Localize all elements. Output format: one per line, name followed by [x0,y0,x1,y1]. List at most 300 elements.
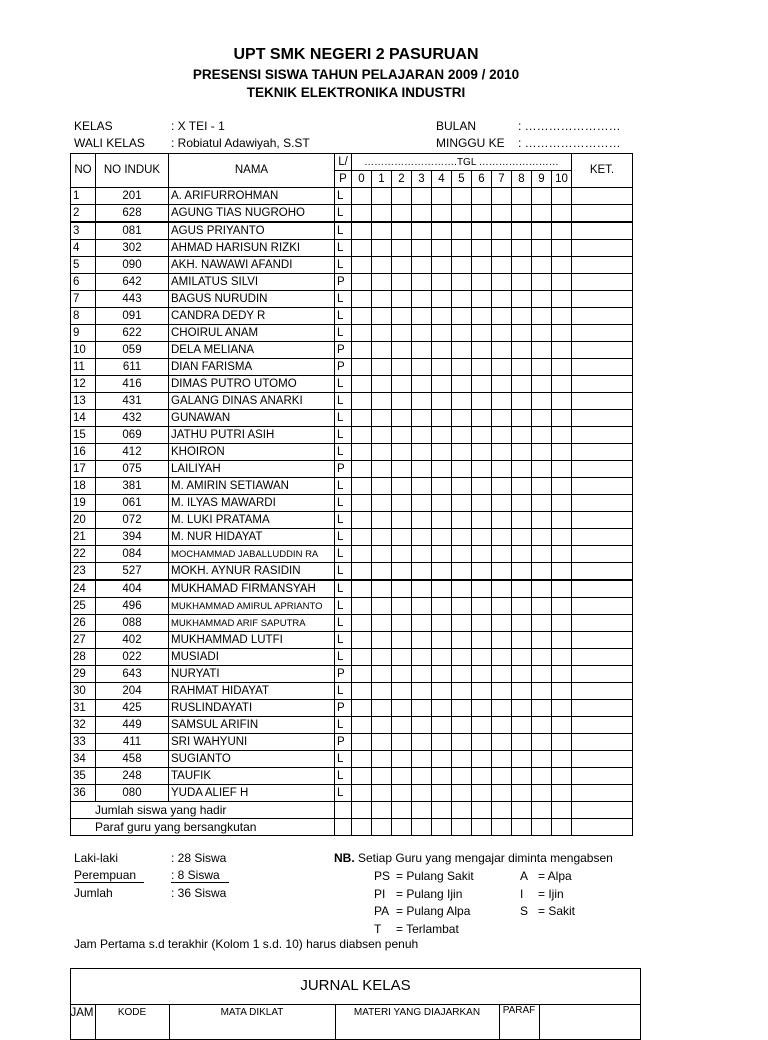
attendance-cell[interactable] [472,359,492,376]
footer-cell[interactable] [432,802,452,819]
attendance-cell[interactable] [452,580,472,598]
attendance-cell[interactable] [452,274,472,291]
attendance-cell[interactable] [512,785,532,802]
attendance-cell[interactable] [452,393,472,410]
attendance-cell[interactable] [512,478,532,495]
attendance-cell[interactable] [512,649,532,666]
attendance-cell[interactable] [432,359,452,376]
footer-cell[interactable] [372,802,392,819]
attendance-cell[interactable] [392,785,412,802]
attendance-cell[interactable] [532,598,552,615]
attendance-cell[interactable] [352,683,372,700]
attendance-cell[interactable] [512,291,532,308]
attendance-cell[interactable] [392,444,412,461]
attendance-cell[interactable] [532,563,552,581]
attendance-cell[interactable] [432,546,452,563]
attendance-cell[interactable] [472,376,492,393]
attendance-cell[interactable] [532,478,552,495]
attendance-cell[interactable] [512,666,532,683]
attendance-cell[interactable] [372,222,392,240]
attendance-cell[interactable] [532,257,552,274]
attendance-cell[interactable] [412,563,432,581]
attendance-cell[interactable] [352,461,372,478]
attendance-cell[interactable] [532,393,552,410]
attendance-cell[interactable] [552,188,572,205]
attendance-cell[interactable] [432,444,452,461]
attendance-cell[interactable] [392,666,412,683]
attendance-cell[interactable] [432,751,452,768]
attendance-cell[interactable] [392,308,412,325]
footer-cell[interactable] [352,802,372,819]
attendance-cell[interactable] [472,325,492,342]
attendance-cell[interactable] [352,529,372,546]
attendance-cell[interactable] [552,444,572,461]
attendance-cell[interactable] [412,785,432,802]
attendance-cell[interactable] [492,649,512,666]
attendance-cell[interactable] [392,291,412,308]
attendance-cell[interactable] [492,325,512,342]
attendance-cell[interactable] [492,205,512,223]
attendance-cell[interactable] [432,342,452,359]
footer-cell[interactable] [532,802,552,819]
attendance-cell[interactable] [492,512,512,529]
attendance-cell[interactable] [532,512,552,529]
attendance-cell[interactable] [552,751,572,768]
attendance-cell[interactable] [432,563,452,581]
attendance-cell[interactable] [512,615,532,632]
attendance-cell[interactable] [372,598,392,615]
footer-cell[interactable] [572,819,633,836]
attendance-cell[interactable] [472,257,492,274]
attendance-cell[interactable] [392,512,412,529]
attendance-cell[interactable] [552,342,572,359]
attendance-cell[interactable] [532,291,552,308]
footer-cell[interactable] [572,802,633,819]
attendance-cell[interactable] [412,649,432,666]
footer-cell[interactable] [432,819,452,836]
attendance-cell[interactable] [372,717,392,734]
attendance-cell[interactable] [412,717,432,734]
attendance-cell[interactable] [532,188,552,205]
attendance-cell[interactable] [372,632,392,649]
attendance-cell[interactable] [552,359,572,376]
attendance-cell[interactable] [412,291,432,308]
attendance-cell[interactable] [372,308,392,325]
attendance-cell[interactable] [352,649,372,666]
attendance-cell[interactable] [452,325,472,342]
attendance-cell[interactable] [372,615,392,632]
attendance-cell[interactable] [512,222,532,240]
attendance-cell[interactable] [372,512,392,529]
attendance-cell[interactable] [512,188,532,205]
attendance-cell[interactable] [472,444,492,461]
attendance-cell[interactable] [412,529,432,546]
attendance-cell[interactable] [492,751,512,768]
attendance-cell[interactable] [372,188,392,205]
attendance-cell[interactable] [432,257,452,274]
attendance-cell[interactable] [412,410,432,427]
attendance-cell[interactable] [352,342,372,359]
attendance-cell[interactable] [352,359,372,376]
attendance-cell[interactable] [392,478,412,495]
attendance-cell[interactable] [472,342,492,359]
attendance-cell[interactable] [432,478,452,495]
attendance-cell[interactable] [432,768,452,785]
attendance-cell[interactable] [392,700,412,717]
attendance-cell[interactable] [352,717,372,734]
attendance-cell[interactable] [412,495,432,512]
attendance-cell[interactable] [552,563,572,581]
attendance-cell[interactable] [472,785,492,802]
footer-cell[interactable] [452,802,472,819]
attendance-cell[interactable] [512,598,532,615]
attendance-cell[interactable] [532,461,552,478]
attendance-cell[interactable] [392,274,412,291]
attendance-cell[interactable] [372,291,392,308]
attendance-cell[interactable] [492,683,512,700]
attendance-cell[interactable] [412,751,432,768]
attendance-cell[interactable] [392,563,412,581]
attendance-cell[interactable] [352,410,372,427]
attendance-cell[interactable] [452,342,472,359]
attendance-cell[interactable] [492,768,512,785]
attendance-cell[interactable] [412,240,432,257]
attendance-cell[interactable] [532,717,552,734]
attendance-cell[interactable] [492,580,512,598]
attendance-cell[interactable] [472,734,492,751]
attendance-cell[interactable] [392,546,412,563]
attendance-cell[interactable] [372,751,392,768]
attendance-cell[interactable] [552,768,572,785]
attendance-cell[interactable] [552,205,572,223]
attendance-cell[interactable] [372,257,392,274]
footer-cell[interactable] [492,802,512,819]
attendance-cell[interactable] [372,683,392,700]
attendance-cell[interactable] [532,376,552,393]
attendance-cell[interactable] [432,700,452,717]
attendance-cell[interactable] [412,512,432,529]
attendance-cell[interactable] [492,546,512,563]
attendance-cell[interactable] [472,666,492,683]
attendance-cell[interactable] [532,342,552,359]
attendance-cell[interactable] [432,188,452,205]
attendance-cell[interactable] [352,478,372,495]
attendance-cell[interactable] [432,529,452,546]
attendance-cell[interactable] [532,649,552,666]
attendance-cell[interactable] [492,308,512,325]
attendance-cell[interactable] [472,751,492,768]
attendance-cell[interactable] [412,427,432,444]
attendance-cell[interactable] [452,751,472,768]
attendance-cell[interactable] [492,188,512,205]
attendance-cell[interactable] [512,495,532,512]
attendance-cell[interactable] [552,734,572,751]
attendance-cell[interactable] [372,666,392,683]
attendance-cell[interactable] [492,427,512,444]
attendance-cell[interactable] [532,308,552,325]
attendance-cell[interactable] [472,700,492,717]
attendance-cell[interactable] [392,342,412,359]
attendance-cell[interactable] [512,342,532,359]
attendance-cell[interactable] [452,444,472,461]
attendance-cell[interactable] [452,734,472,751]
attendance-cell[interactable] [452,205,472,223]
attendance-cell[interactable] [552,598,572,615]
attendance-cell[interactable] [552,700,572,717]
attendance-cell[interactable] [532,751,552,768]
attendance-cell[interactable] [452,240,472,257]
attendance-cell[interactable] [512,257,532,274]
attendance-cell[interactable] [372,563,392,581]
attendance-cell[interactable] [352,734,372,751]
attendance-cell[interactable] [552,393,572,410]
attendance-cell[interactable] [472,222,492,240]
attendance-cell[interactable] [352,598,372,615]
attendance-cell[interactable] [472,512,492,529]
footer-cell[interactable] [472,802,492,819]
attendance-cell[interactable] [452,615,472,632]
attendance-cell[interactable] [472,410,492,427]
attendance-cell[interactable] [412,205,432,223]
attendance-cell[interactable] [432,308,452,325]
attendance-cell[interactable] [452,410,472,427]
attendance-cell[interactable] [392,461,412,478]
attendance-cell[interactable] [392,376,412,393]
attendance-cell[interactable] [372,393,392,410]
attendance-cell[interactable] [412,222,432,240]
attendance-cell[interactable] [552,274,572,291]
attendance-cell[interactable] [472,495,492,512]
attendance-cell[interactable] [532,410,552,427]
attendance-cell[interactable] [352,188,372,205]
attendance-cell[interactable] [512,768,532,785]
attendance-cell[interactable] [492,222,512,240]
attendance-cell[interactable] [432,615,452,632]
attendance-cell[interactable] [392,649,412,666]
attendance-cell[interactable] [372,700,392,717]
attendance-cell[interactable] [492,785,512,802]
attendance-cell[interactable] [532,274,552,291]
attendance-cell[interactable] [432,734,452,751]
attendance-cell[interactable] [372,240,392,257]
attendance-cell[interactable] [412,580,432,598]
attendance-cell[interactable] [432,580,452,598]
attendance-cell[interactable] [432,495,452,512]
attendance-cell[interactable] [352,291,372,308]
attendance-cell[interactable] [372,734,392,751]
attendance-cell[interactable] [392,751,412,768]
attendance-cell[interactable] [492,666,512,683]
footer-cell[interactable] [552,819,572,836]
attendance-cell[interactable] [352,615,372,632]
attendance-cell[interactable] [552,376,572,393]
attendance-cell[interactable] [452,308,472,325]
attendance-cell[interactable] [532,580,552,598]
attendance-cell[interactable] [472,427,492,444]
footer-cell[interactable] [412,819,432,836]
attendance-cell[interactable] [432,376,452,393]
attendance-cell[interactable] [512,683,532,700]
attendance-cell[interactable] [512,427,532,444]
attendance-cell[interactable] [432,598,452,615]
attendance-cell[interactable] [432,325,452,342]
attendance-cell[interactable] [532,444,552,461]
attendance-cell[interactable] [392,598,412,615]
attendance-cell[interactable] [412,632,432,649]
attendance-cell[interactable] [552,649,572,666]
attendance-cell[interactable] [372,410,392,427]
attendance-cell[interactable] [352,785,372,802]
attendance-cell[interactable] [512,393,532,410]
attendance-cell[interactable] [412,274,432,291]
attendance-cell[interactable] [372,529,392,546]
attendance-cell[interactable] [532,785,552,802]
attendance-cell[interactable] [412,342,432,359]
attendance-cell[interactable] [432,512,452,529]
attendance-cell[interactable] [472,393,492,410]
attendance-cell[interactable] [432,717,452,734]
attendance-cell[interactable] [432,649,452,666]
attendance-cell[interactable] [372,205,392,223]
attendance-cell[interactable] [392,529,412,546]
attendance-cell[interactable] [532,734,552,751]
attendance-cell[interactable] [432,240,452,257]
attendance-cell[interactable] [472,529,492,546]
attendance-cell[interactable] [352,308,372,325]
attendance-cell[interactable] [532,222,552,240]
attendance-cell[interactable] [492,274,512,291]
attendance-cell[interactable] [552,427,572,444]
attendance-cell[interactable] [512,751,532,768]
footer-cell[interactable] [412,802,432,819]
attendance-cell[interactable] [512,359,532,376]
attendance-cell[interactable] [492,393,512,410]
attendance-cell[interactable] [512,512,532,529]
attendance-cell[interactable] [512,461,532,478]
attendance-cell[interactable] [552,580,572,598]
attendance-cell[interactable] [552,291,572,308]
attendance-cell[interactable] [352,325,372,342]
attendance-cell[interactable] [372,768,392,785]
attendance-cell[interactable] [412,359,432,376]
attendance-cell[interactable] [512,308,532,325]
attendance-cell[interactable] [412,393,432,410]
attendance-cell[interactable] [532,632,552,649]
attendance-cell[interactable] [412,308,432,325]
attendance-cell[interactable] [432,393,452,410]
attendance-cell[interactable] [352,751,372,768]
attendance-cell[interactable] [552,717,572,734]
attendance-cell[interactable] [492,478,512,495]
attendance-cell[interactable] [372,580,392,598]
attendance-cell[interactable] [532,615,552,632]
attendance-cell[interactable] [412,444,432,461]
attendance-cell[interactable] [372,427,392,444]
attendance-cell[interactable] [532,546,552,563]
attendance-cell[interactable] [372,495,392,512]
footer-cell[interactable] [532,819,552,836]
attendance-cell[interactable] [352,512,372,529]
attendance-cell[interactable] [392,393,412,410]
attendance-cell[interactable] [552,632,572,649]
footer-cell[interactable] [335,802,352,819]
attendance-cell[interactable] [412,615,432,632]
attendance-cell[interactable] [452,649,472,666]
attendance-cell[interactable] [472,632,492,649]
attendance-cell[interactable] [452,291,472,308]
attendance-cell[interactable] [452,495,472,512]
attendance-cell[interactable] [392,615,412,632]
attendance-cell[interactable] [452,257,472,274]
attendance-cell[interactable] [472,188,492,205]
attendance-cell[interactable] [352,444,372,461]
attendance-cell[interactable] [452,700,472,717]
attendance-cell[interactable] [412,683,432,700]
attendance-cell[interactable] [352,257,372,274]
attendance-cell[interactable] [512,546,532,563]
attendance-cell[interactable] [492,717,512,734]
attendance-cell[interactable] [392,427,412,444]
footer-cell[interactable] [552,802,572,819]
attendance-cell[interactable] [512,632,532,649]
attendance-cell[interactable] [452,598,472,615]
attendance-cell[interactable] [412,734,432,751]
attendance-cell[interactable] [472,478,492,495]
attendance-cell[interactable] [472,205,492,223]
attendance-cell[interactable] [512,580,532,598]
attendance-cell[interactable] [512,717,532,734]
attendance-cell[interactable] [412,700,432,717]
attendance-cell[interactable] [452,376,472,393]
attendance-cell[interactable] [552,529,572,546]
attendance-cell[interactable] [352,274,372,291]
attendance-cell[interactable] [412,598,432,615]
attendance-cell[interactable] [452,478,472,495]
attendance-cell[interactable] [392,580,412,598]
attendance-cell[interactable] [392,257,412,274]
attendance-cell[interactable] [372,325,392,342]
footer-cell[interactable] [512,802,532,819]
attendance-cell[interactable] [492,598,512,615]
attendance-cell[interactable] [412,188,432,205]
attendance-cell[interactable] [552,546,572,563]
attendance-cell[interactable] [512,410,532,427]
attendance-cell[interactable] [512,376,532,393]
attendance-cell[interactable] [512,734,532,751]
attendance-cell[interactable] [372,359,392,376]
attendance-cell[interactable] [432,683,452,700]
attendance-cell[interactable] [452,683,472,700]
attendance-cell[interactable] [472,274,492,291]
attendance-cell[interactable] [452,427,472,444]
attendance-cell[interactable] [492,563,512,581]
attendance-cell[interactable] [392,325,412,342]
attendance-cell[interactable] [372,478,392,495]
attendance-cell[interactable] [492,291,512,308]
attendance-cell[interactable] [512,563,532,581]
attendance-cell[interactable] [492,529,512,546]
attendance-cell[interactable] [472,563,492,581]
footer-cell[interactable] [392,802,412,819]
attendance-cell[interactable] [492,615,512,632]
attendance-cell[interactable] [432,410,452,427]
attendance-cell[interactable] [552,683,572,700]
attendance-cell[interactable] [432,274,452,291]
attendance-cell[interactable] [532,683,552,700]
attendance-cell[interactable] [532,240,552,257]
attendance-cell[interactable] [412,768,432,785]
attendance-cell[interactable] [552,410,572,427]
